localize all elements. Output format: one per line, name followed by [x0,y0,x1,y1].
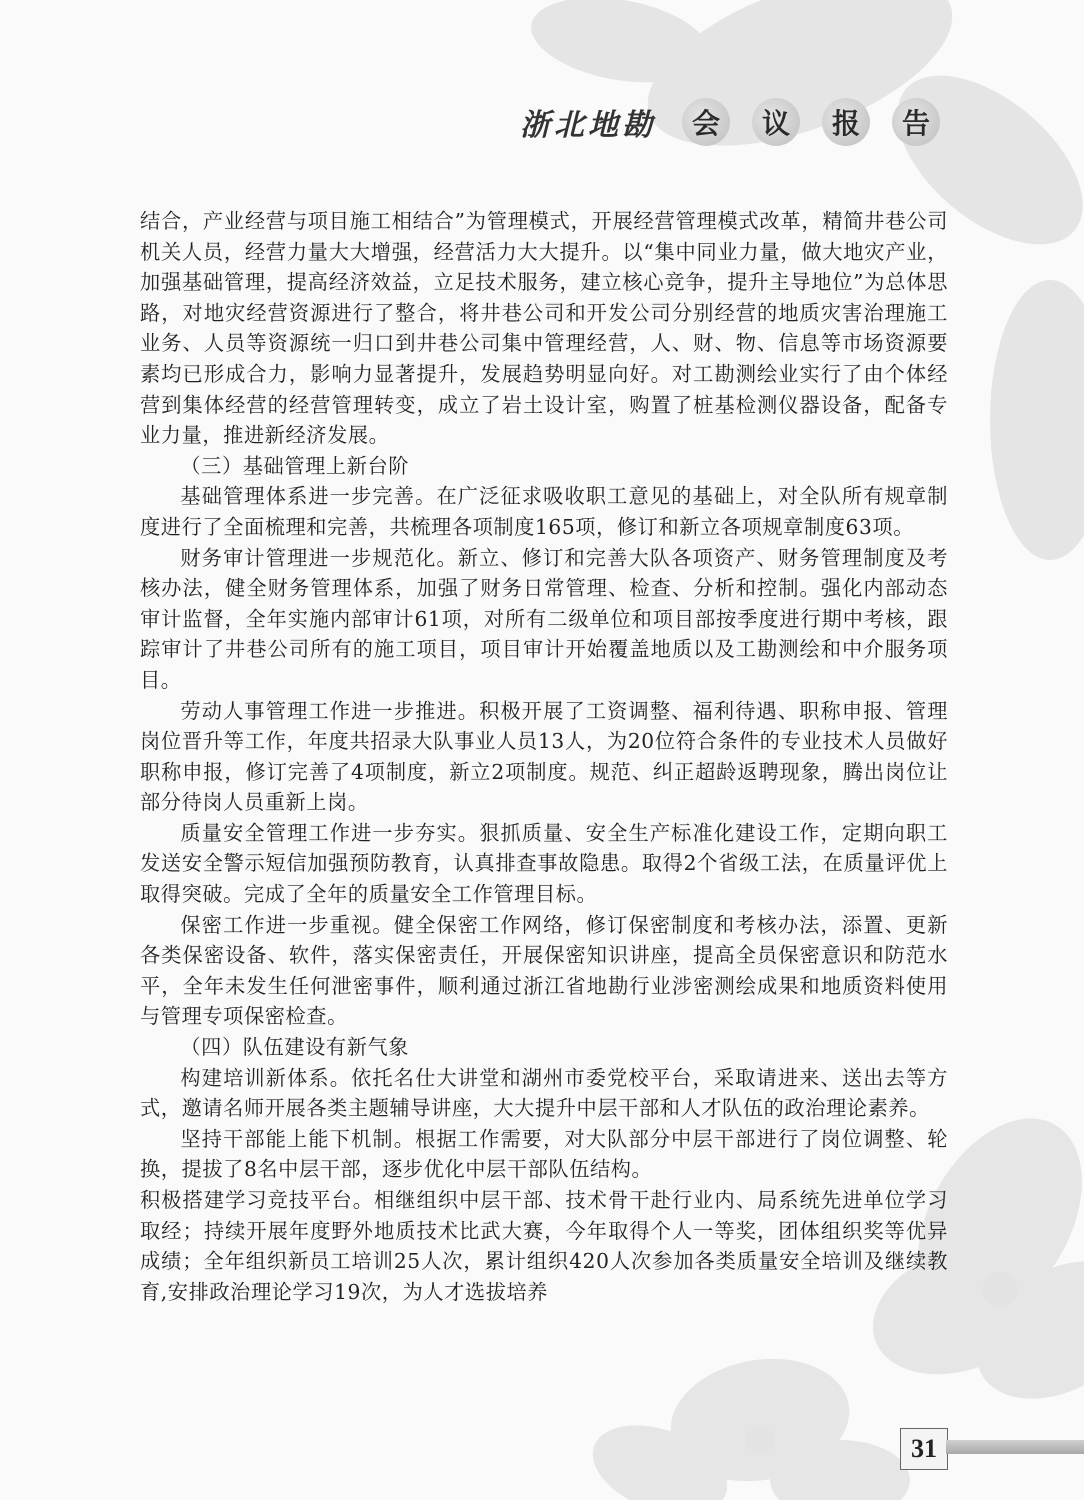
paragraph: 劳动人事管理工作进一步推进。积极开展了工资调整、福利待遇、职称申报、管理岗位晋升等工作，年度共招录大队事业人员13人，为20位符合条件的专业技术人员做好职称申报，修订完善了4项制度，新立2项制度。规范、纠正超龄返聘现象，腾出岗位让部分待岗人员重新上岗。 [140,698,948,815]
page-header [520,96,956,148]
paragraph: 保密工作进一步重视。健全保密工作网络，修订保密制度和考核办法，添置、更新各类保密设备、软件，落实保密责任，开展保密知识讲座，提高全员保密意识和防范水平，全年未发生任何泄密事件，顺利通过浙江省地勘行业涉密测绘成果和地质资料使用与管理专项保密检查。 [140,912,948,1029]
page-number: 31 [900,1428,948,1470]
title-char: 告 [892,98,940,146]
paragraph: 构建培训新体系。依托名仕大讲堂和湖州市委党校平台，采取请进来、送出去等方式，邀请名师开展各类主题辅导讲座，大大提升中层干部和人才队伍的政治理论素养。 [140,1065,948,1121]
paragraph: 坚持干部能上能下机制。根据工作需要，对大队部分中层干部进行了岗位调整、轮换，提拔了8名中层干部，逐步优化中层干部队伍结构。 [140,1126,948,1182]
paragraph: 质量安全管理工作进一步夯实。狠抓质量、安全生产标准化建设工作，定期向职工发送安全警示短信加强预防教育，认真排查事故隐患。取得2个省级工法，在质量评优上取得突破。完成了全年的质量安全工作管理目标。 [140,820,948,907]
report-title [682,98,940,146]
title-char: 报 [822,98,870,146]
paragraph: 基础管理体系进一步完善。在广泛征求吸收职工意见的基础上，对全队所有规章制度进行了全面梳理和完善，共梳理各项制度165项，修订和新立各项规章制度63项。 [140,484,948,539]
title-char: 议 [752,98,800,146]
title-char: 会 [682,98,730,146]
section-heading: （三）基础管理上新台阶 [180,453,410,478]
body-text [140,206,948,1307]
paragraph: 积极搭建学习竞技平台。相继组织中层干部、技术骨干赴行业内、局系统先进单位学习取经；持续开展年度野外地质技术比武大赛，今年取得个人一等奖，团体组织奖等优异成绩；全年组织新员工培训25人次，累计组织420人次参加各类质量安全培训及继续教育,安排政治理论学习19次，为人才选拔培养 [140,1188,948,1304]
paragraph: 结合，产业经营与项目施工相结合”为管理模式，开展经营管理模式改革，精简井巷公司机关人员，经营力量大大增强，经营活力大大提升。以“集中同业力量，做大地灾产业，加强基础管理，提高经济效益，立足技术服务，建立核心竞争，提升主导地位”为总体思路，对地灾经营资源进行了整合，将井巷公司和开发公司分别经营的地质灾害治理施工业务、人员等资源统一归口到井巷公司集中管理经营，人、财、物、信息等市场资源要素均已形成合力，影响力显著提升，发展趋势明显向好。对工勘测绘业实行了由个体经营到集体经营的经营管理转变，成立了岩土设计室，购置了桩基检测仪器设备，配备专业力量，推进新经济发展。 [140,209,948,448]
section-heading: （四）队伍建设有新气象 [180,1035,410,1060]
paragraph: 财务审计管理进一步规范化。新立、修订和完善大队各项资产、财务管理制度及考核办法，健全财务管理体系，加强了财务日常管理、检查、分析和控制。强化内部动态审计监督，全年实施内部审计61项，对所有二级单位和项目部按季度进行期中考核，跟踪审计了井巷公司所有的施工项目，项目审计开始覆盖地质以及工勘测绘和中介服务项目。 [140,545,948,692]
page-number-bar [946,1440,1084,1454]
brand-title: 浙北地勘 [520,108,656,143]
